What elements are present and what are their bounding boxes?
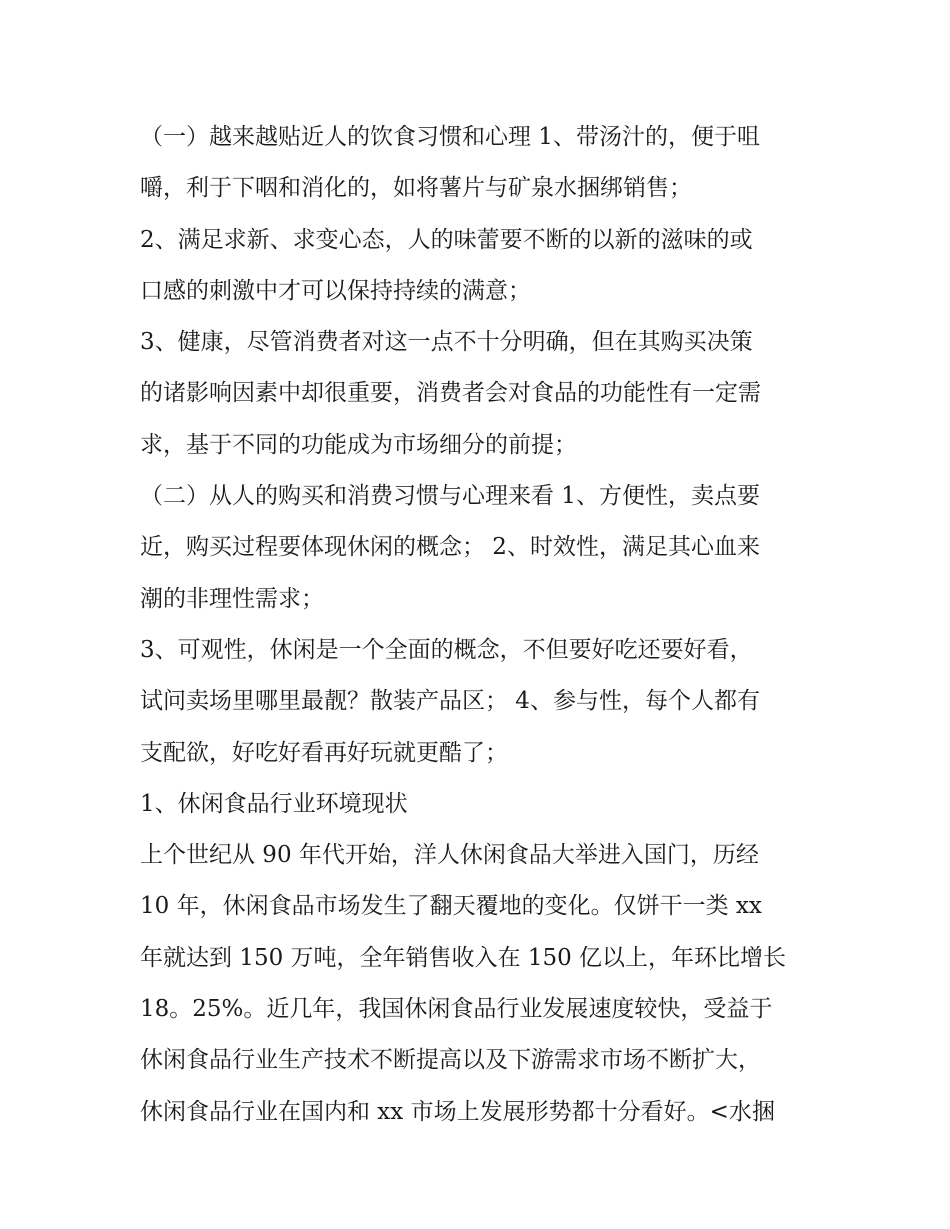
text-line: 支配欲，好吃好看再好玩就更酷了； — [140, 739, 508, 766]
text-line: 试问卖场里哪里最靓？散装产品区； 4、参与性，每个人都有 — [140, 688, 760, 715]
text-line: 求，基于不同的功能成为市场细分的前提； — [140, 431, 577, 458]
text-line: 休闲食品行业在国内和 xx 市场上发展形势都十分看好。<水捆 — [140, 1098, 775, 1125]
text-line: 年就达到 150 万吨，全年销售收入在 150 亿以上，年环比增长 — [140, 944, 787, 971]
document-body — [140, 112, 820, 1138]
text-line: 的诸影响因素中却很重要，消费者会对食品的功能性有一定需 — [140, 380, 761, 407]
text-line: 2、满足求新、求变心态，人的味蕾要不断的以新的滋味的或 — [140, 226, 753, 253]
text-line: 口感的刺激中才可以保持持续的满意； — [140, 277, 531, 304]
text-line: 嚼，利于下咽和消化的，如将薯片与矿泉水捆绑销售； — [140, 175, 692, 202]
text-line: 近，购买过程要体现休闲的概念； 2、时效性，满足其心血来 — [140, 534, 760, 561]
text-line: （一）越来越贴近人的饮食习惯和心理 1、带汤汁的，便于咀 — [140, 124, 760, 150]
text-line: 3、可观性，休闲是一个全面的概念，不但要好吃还要好看， — [140, 636, 753, 663]
text-line: 3、健康，尽管消费者对这一点不十分明确，但在其购买决策 — [140, 329, 753, 356]
text-line: 10 年，休闲食品市场发生了翻天覆地的变化。仅饼干一类 xx — [140, 893, 762, 920]
text-line: 休闲食品行业生产技术不断提高以及下游需求市场不断扩大， — [140, 1047, 761, 1074]
text-line: 潮的非理性需求； — [140, 585, 324, 612]
text-line: 18。25%。近几年，我国休闲食品行业发展速度较快，受益于 — [140, 996, 773, 1023]
text-line: （二）从人的购买和消费习惯与心理来看 1、方便性，卖点要 — [140, 483, 760, 510]
section-heading: 1、休闲食品行业环境现状 — [140, 790, 408, 817]
text-line: 上个世纪从 90 年代开始，洋人休闲食品大举进入国门，历经 — [140, 842, 759, 869]
